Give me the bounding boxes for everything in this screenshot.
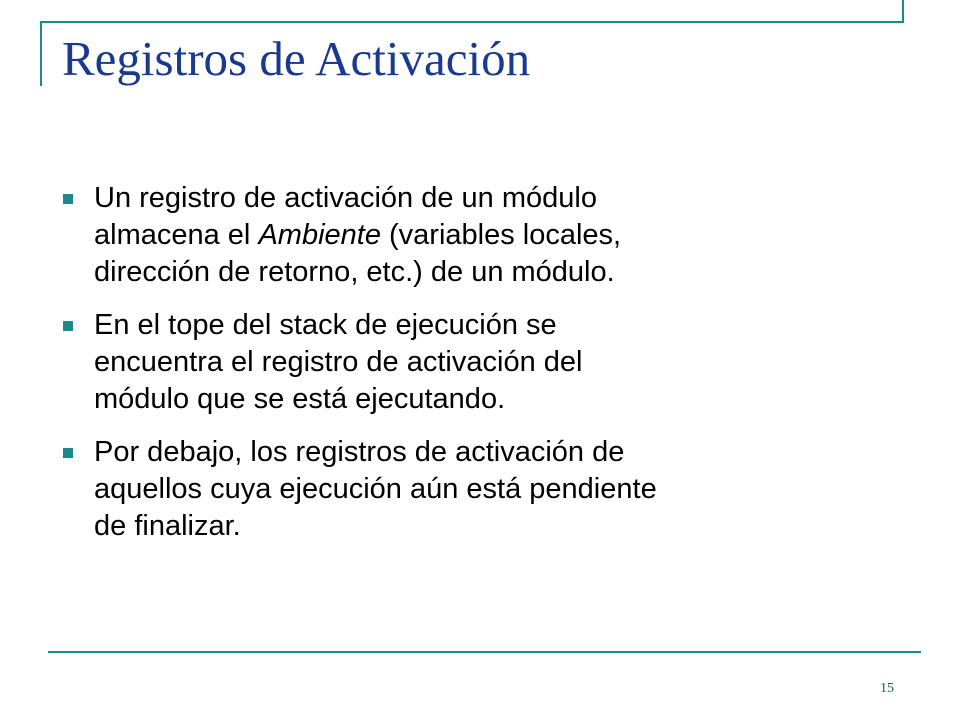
bullet-line	[94, 434, 860, 471]
bullet-text	[94, 434, 860, 545]
bullet-line	[94, 217, 860, 254]
frame-right-rule	[902, 0, 904, 21]
page-number: 15	[880, 681, 894, 696]
bullet-line	[94, 180, 860, 217]
emphasized-term: Ambiente	[258, 219, 381, 251]
bullet-line	[94, 344, 860, 381]
square-bullet-icon	[63, 321, 73, 331]
square-bullet-icon	[63, 194, 73, 204]
bullet-line	[94, 254, 860, 291]
frame-bottom-rule	[48, 651, 921, 653]
bullet-line	[94, 471, 860, 508]
bullet-list	[60, 180, 860, 561]
bullet-item	[60, 180, 860, 291]
text-segment: aquellos cuya ejecución aún está pendiente	[94, 473, 657, 505]
square-bullet-icon	[63, 448, 73, 458]
bullet-text	[94, 307, 860, 418]
text-segment: Por debajo, los registros de activación de	[94, 436, 625, 468]
bullet-item	[60, 434, 860, 545]
bullet-line	[94, 381, 860, 418]
bullet-line	[94, 508, 860, 545]
text-segment: (variables locales,	[380, 219, 622, 251]
bullet-item	[60, 307, 860, 418]
bullet-text	[94, 180, 860, 291]
frame-left-rule	[40, 21, 42, 86]
frame-top-rule	[40, 21, 904, 23]
text-segment: almacena el	[94, 219, 259, 251]
text-segment: dirección de retorno, etc.) de un módulo.	[94, 256, 615, 288]
slide-title: Registros de Activación	[62, 31, 531, 86]
text-segment: módulo que se está ejecutando.	[94, 383, 506, 415]
text-segment: encuentra el registro de activación del	[94, 346, 583, 378]
text-segment: de finalizar.	[94, 510, 241, 542]
text-segment: En el tope del stack de ejecución se	[94, 309, 557, 341]
text-segment: Un registro de activación de un módulo	[94, 182, 597, 214]
bullet-line	[94, 307, 860, 344]
